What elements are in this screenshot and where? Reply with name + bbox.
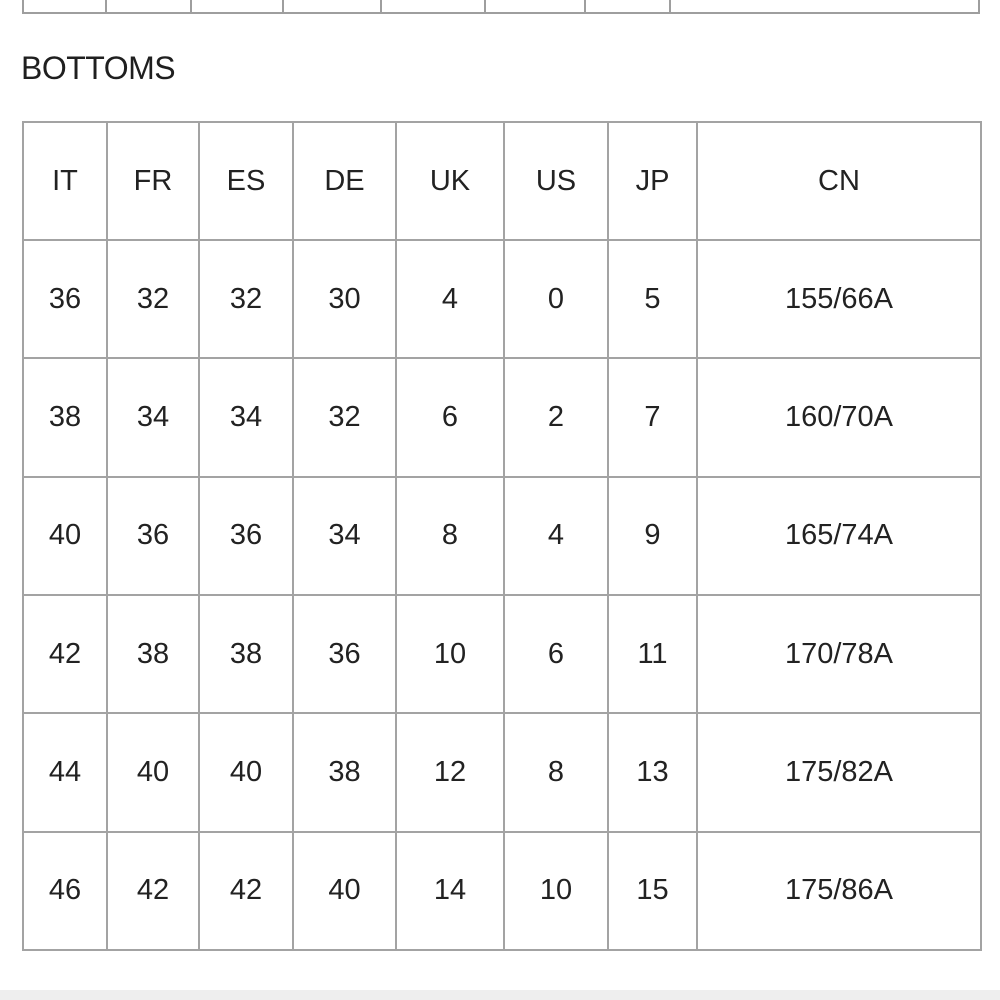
table-row [23, 713, 981, 831]
cell-de: 38 [293, 713, 396, 831]
cell-us: 0 [504, 240, 608, 358]
cell-de: 30 [293, 240, 396, 358]
bottoms-size-table [22, 121, 982, 951]
cell-uk: 6 [396, 358, 504, 476]
cell-us: 8 [504, 713, 608, 831]
cell-fr: 34 [107, 358, 199, 476]
cell-it: 42 [23, 595, 107, 713]
cell-es: 36 [199, 477, 293, 595]
header-jp: JP [608, 122, 697, 240]
cell-cn: 170/78A [697, 595, 981, 713]
cell-jp: 13 [608, 713, 697, 831]
cell-uk: 10 [396, 595, 504, 713]
header-uk: UK [396, 122, 504, 240]
cell-uk: 12 [396, 713, 504, 831]
cell-us: 6 [504, 595, 608, 713]
cell-us: 10 [504, 832, 608, 950]
previous-table-remnant [22, 0, 980, 14]
cell-de: 32 [293, 358, 396, 476]
header-es: ES [199, 122, 293, 240]
header-cn: CN [697, 122, 981, 240]
section-title: BOTTOMS [21, 50, 176, 86]
header-us: US [504, 122, 608, 240]
header-it: IT [23, 122, 107, 240]
cell-uk: 8 [396, 477, 504, 595]
cell-jp: 7 [608, 358, 697, 476]
header-de: DE [293, 122, 396, 240]
table-row [23, 477, 981, 595]
cell-es: 34 [199, 358, 293, 476]
cell-jp: 9 [608, 477, 697, 595]
cell-cn: 175/82A [697, 713, 981, 831]
cell-it: 46 [23, 832, 107, 950]
cell-fr: 40 [107, 713, 199, 831]
cell-uk: 4 [396, 240, 504, 358]
cell-uk: 14 [396, 832, 504, 950]
cell-de: 40 [293, 832, 396, 950]
table-row [23, 358, 981, 476]
cell-es: 40 [199, 713, 293, 831]
cell-es: 32 [199, 240, 293, 358]
cell-cn: 175/86A [697, 832, 981, 950]
cell-it: 38 [23, 358, 107, 476]
cell-us: 2 [504, 358, 608, 476]
cell-fr: 36 [107, 477, 199, 595]
cell-de: 36 [293, 595, 396, 713]
table-row [23, 595, 981, 713]
header-fr: FR [107, 122, 199, 240]
cell-cn: 155/66A [697, 240, 981, 358]
cell-fr: 32 [107, 240, 199, 358]
cell-it: 40 [23, 477, 107, 595]
cell-us: 4 [504, 477, 608, 595]
bottom-divider [0, 990, 1000, 1000]
cell-jp: 15 [608, 832, 697, 950]
table-row [23, 240, 981, 358]
cell-es: 42 [199, 832, 293, 950]
cell-jp: 11 [608, 595, 697, 713]
table-row [23, 832, 981, 950]
cell-it: 36 [23, 240, 107, 358]
cell-cn: 165/74A [697, 477, 981, 595]
cell-de: 34 [293, 477, 396, 595]
cell-cn: 160/70A [697, 358, 981, 476]
cell-jp: 5 [608, 240, 697, 358]
cell-es: 38 [199, 595, 293, 713]
cell-it: 44 [23, 713, 107, 831]
table-header-row [23, 122, 981, 240]
cell-fr: 42 [107, 832, 199, 950]
cell-fr: 38 [107, 595, 199, 713]
